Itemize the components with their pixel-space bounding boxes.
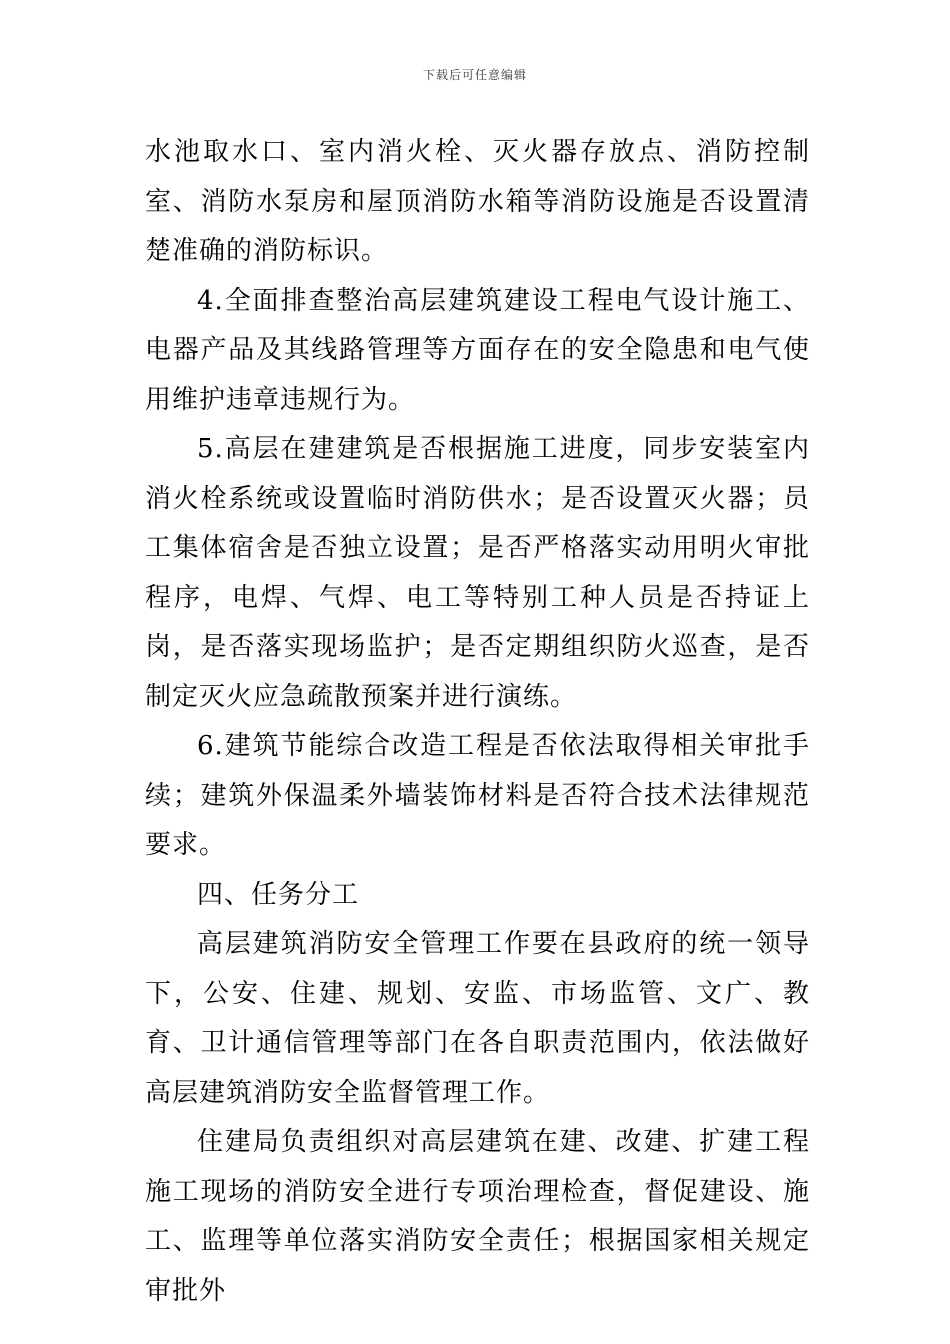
document-body — [145, 128, 810, 1316]
paragraph-continuation: 水池取水口、室内消火栓、灭火器存放点、消防控制室、消防水泵房和屋顶消防水箱等消防设施是否设置清楚准确的消防标识。 — [145, 137, 810, 266]
paragraph-division-intro: 高层建筑消防安全管理工作要在县政府的统一领导下，公安、住建、规划、安监、市场监管、文广、教育、卫计通信管理等部门在各自职责范围内，依法做好高层建筑消防安全监督管理工作。 — [145, 929, 810, 1108]
section-heading: 四、任务分工 — [197, 879, 360, 910]
paragraph-item-6: 6.建筑节能综合改造工程是否依法取得相关审批手续；建筑外保温柔外墙装饰材料是否符合技术法律规范要求。 — [145, 731, 810, 860]
paragraph-item-5: 5.高层在建建筑是否根据施工进度，同步安装室内消火栓系统或设置临时消防供水；是否设置灭火器；员工集体宿舍是否独立设置；是否严格落实动用明火审批程序，电焊、气焊、电工等特别工种人员是否持证上岗，是否落实现场监护；是否定期组织防火巡查，是否制定灭火应急疏散预案并进行演练。 — [145, 434, 810, 712]
paragraph-item-4: 4.全面排查整治高层建筑建设工程电气设计施工、电器产品及其线路管理等方面存在的安全隐患和电气使用维护违章违规行为。 — [145, 285, 810, 415]
paragraph-housing-bureau: 住建局负责组织对高层建筑在建、改建、扩建工程施工现场的消防安全进行专项治理检查，督促建设、施工、监理等单位落实消防安全责任；根据国家相关规定审批外 — [145, 1127, 810, 1306]
page-header: 下载后可任意编辑 — [422, 68, 527, 82]
